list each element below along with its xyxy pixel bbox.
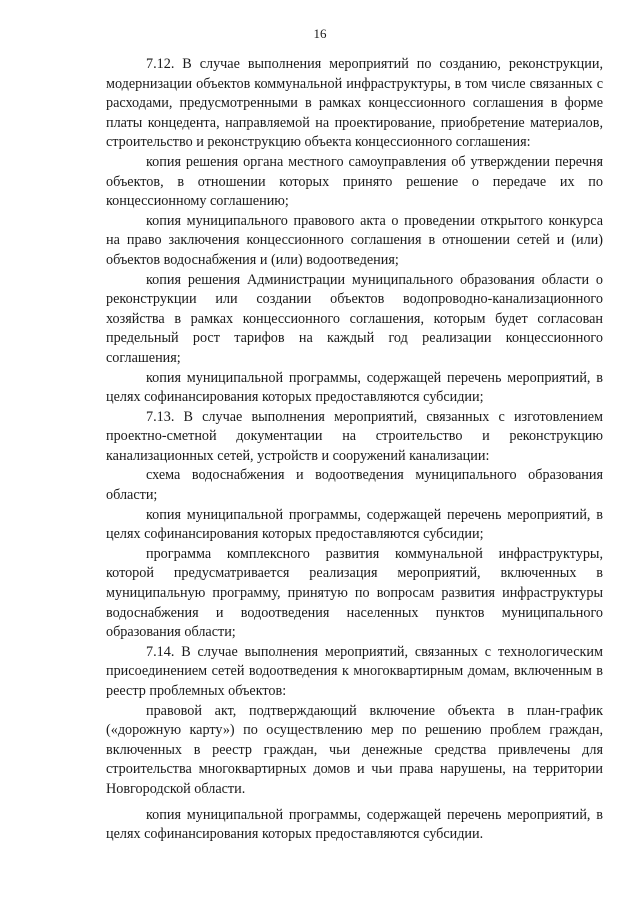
paragraph-item: копия муниципальной программы, содержащей перечень мероприятий, в целях софинансирования которых предоставляются субсидии; <box>106 369 603 406</box>
paragraph-7-12-heading: 7.12. В случае выполнения мероприятий по созданию, реконструкции, модернизации объектов коммунальной инфраструктуры, в том числе связанных с расходами, предусмотренными в рамках концессионного соглашения в форме платы концедента, направляемой на проектирование, приобретение материалов, строительство и реконструкцию объекта концессионного соглашения: <box>106 56 603 151</box>
paragraph-item: копия решения Администрации муниципального образования области о реконструкции или создании объектов водопроводно-канализационного хозяйства в рамках концессионного соглашения, которым будет согласован предельный рост тарифов на каждый год реализации концессионного соглашения; <box>106 271 603 366</box>
page-number: 16 <box>313 26 327 41</box>
paragraph-7-14-heading: 7.14. В случае выполнения мероприятий, связанных с технологическим присоединением сетей водоотведения к многоквартирным домам, включенным в реестр проблемных объектов: <box>106 643 603 699</box>
paragraph-7-13-heading: 7.13. В случае выполнения мероприятий, связанных с изготовлением проектно-сметной документации на строительство и реконструкцию канализационных сетей, устройств и сооружений канализации: <box>106 408 603 464</box>
paragraph-item: копия муниципальной программы, содержащей перечень мероприятий, в целях софинансирования которых предоставляются субсидии; <box>106 506 603 543</box>
paragraph-item: копия решения органа местного самоуправления об утверждении перечня объектов, в отношении которых принято решение о передаче их по концессионному соглашению; <box>106 153 603 210</box>
paragraph-item: правовой акт, подтверждающий включение объекта в план-график («дорожную карту») по осуществлению мер по решению проблем граждан, включенных в реестр граждан, чьи денежные средства привлечены для строительства многоквартирных домов и чьи права нарушены, на территории Новгородской области. <box>106 702 603 797</box>
paragraph-item: программа комплексного развития коммунальной инфраструктуры, которой предусматривается реализация мероприятий, включенных в муниципальную программу, принятую по вопросам развития инфраструктуры водоснабжения и водоотведения населенных пунктов муниципального образования области; <box>106 545 603 641</box>
paragraph-item: копия муниципального правового акта о проведении открытого конкурса на право заключения концессионного соглашения в отношении сетей и (или) объектов водоснабжения и (или) водоотведения; <box>106 212 603 268</box>
paragraph-item: схема водоснабжения и водоотведения муниципального образования области; <box>106 467 603 504</box>
paragraph-item: копия муниципальной программы, содержащей перечень мероприятий, в целях софинансирования которых предоставляются субсидии. <box>106 806 603 843</box>
document-body <box>106 55 603 845</box>
